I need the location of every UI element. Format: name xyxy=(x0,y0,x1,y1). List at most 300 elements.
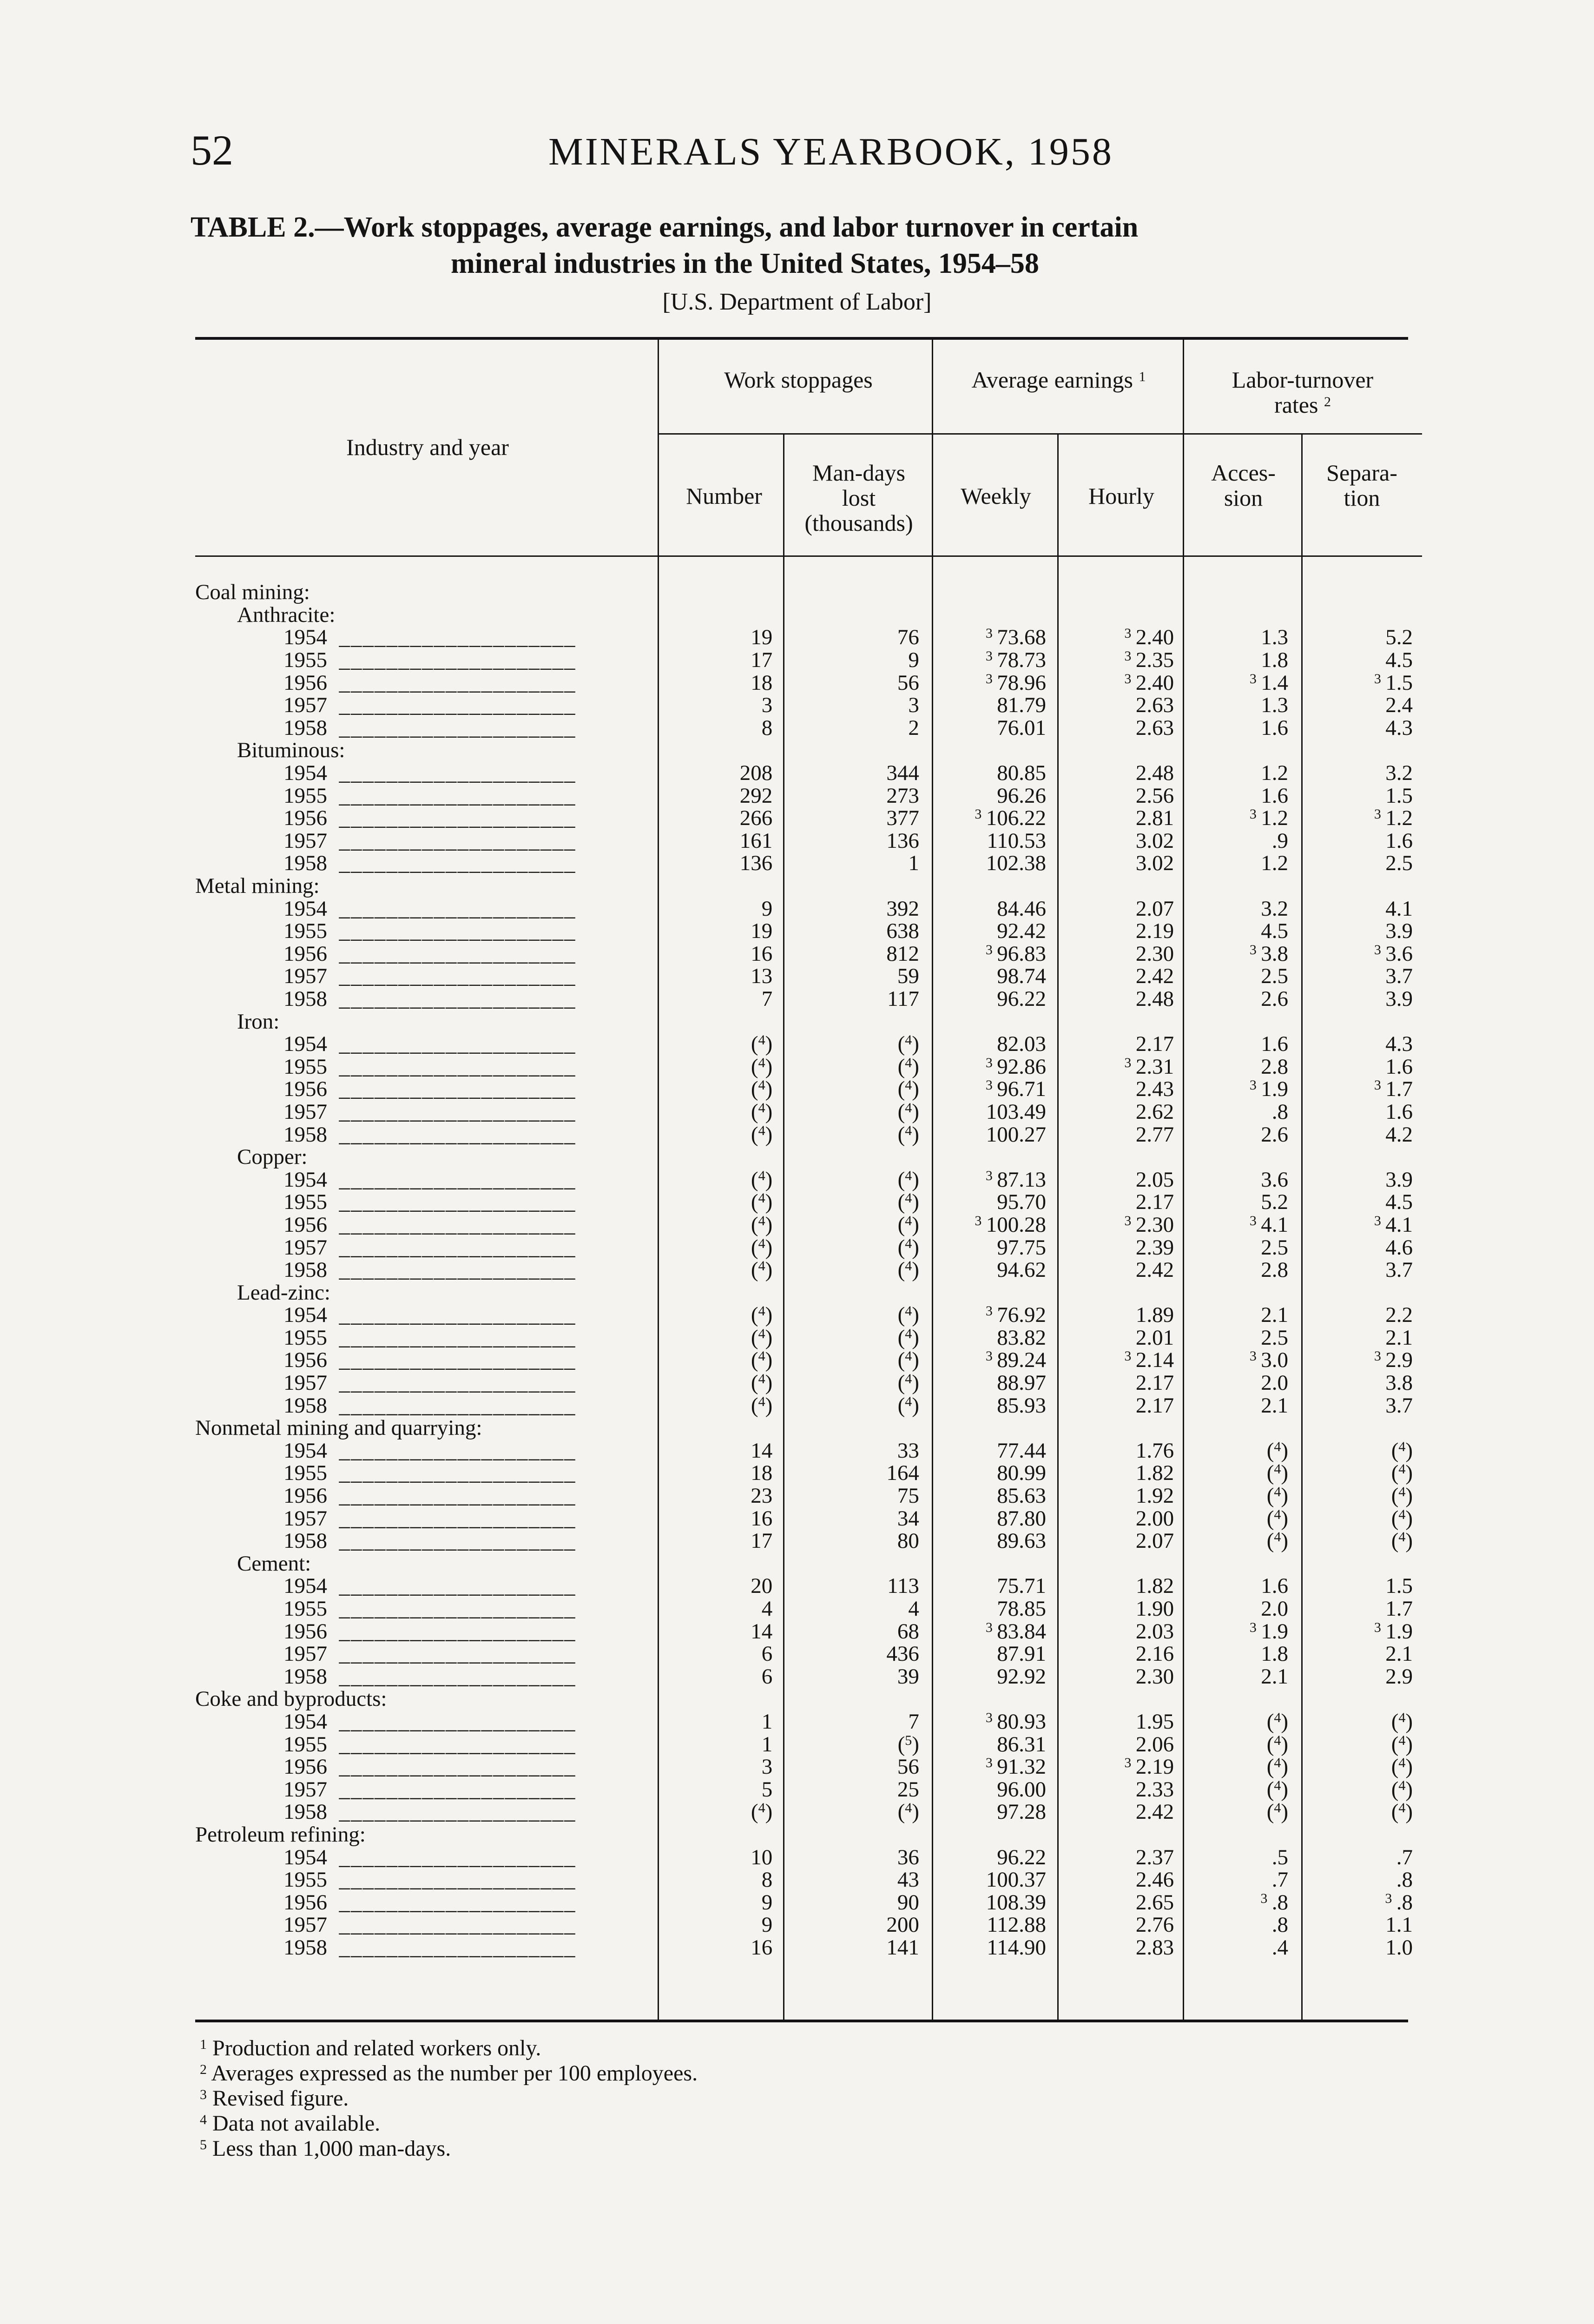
empty-cell xyxy=(778,1688,929,1710)
year-label xyxy=(195,1214,656,1236)
accession-cell xyxy=(1182,626,1302,649)
hourly-cell xyxy=(1055,1575,1182,1598)
number-cell: ($^4$) xyxy=(751,1371,773,1395)
year-label xyxy=(195,1507,656,1530)
footnote-ref: 4 xyxy=(1398,1710,1406,1725)
cell-value: 4.5 xyxy=(1385,1190,1413,1215)
empty-cell xyxy=(1302,739,1422,762)
footnote-ref: 3 xyxy=(1124,1755,1132,1771)
year-text: 1954 xyxy=(283,761,327,786)
number-cell xyxy=(656,965,778,988)
weekly-cell xyxy=(929,1101,1055,1123)
number-cell xyxy=(656,649,778,672)
leader-dots: ____________________ xyxy=(327,1325,576,1350)
cell-value: 6 xyxy=(761,1642,773,1666)
separation-cell xyxy=(1302,649,1422,672)
year-text: 1956 xyxy=(283,1619,327,1644)
weekly-cell xyxy=(929,1530,1055,1552)
year-text: 1954 xyxy=(283,1845,327,1869)
accession-cell xyxy=(1182,1936,1302,1959)
empty-cell xyxy=(1182,739,1302,762)
weekly-cell xyxy=(929,1349,1055,1372)
header-bottom-rule xyxy=(195,555,1422,557)
cell-value: 2.40 xyxy=(1135,625,1174,650)
cell-value: 92.86 xyxy=(997,1054,1046,1079)
accession-cell: ($^4$) xyxy=(1266,1732,1289,1756)
year-text: 1954 xyxy=(283,1709,327,1734)
man-days-cell xyxy=(778,988,929,1010)
hourly-cell xyxy=(1055,1643,1182,1665)
header-weekly: Weekly xyxy=(961,483,1031,509)
group-row xyxy=(195,1281,1422,1304)
man-days-cell: ($^4$) xyxy=(897,1235,919,1260)
year-label xyxy=(195,943,656,965)
cell-value: 392 xyxy=(886,896,919,921)
footnote-ref: 3 xyxy=(1374,806,1381,822)
leader-dots: ____________________ xyxy=(327,1461,576,1486)
empty-cell xyxy=(1055,1823,1182,1846)
year-label xyxy=(195,1710,656,1733)
footnote-ref: 4 xyxy=(905,1326,912,1341)
running-head xyxy=(191,125,1417,177)
year-text: 1954 xyxy=(283,1438,327,1463)
footnote-ref: 4 xyxy=(758,1077,765,1093)
leader-dots: ____________________ xyxy=(327,1890,576,1915)
weekly-cell xyxy=(929,1123,1055,1146)
table-row xyxy=(195,1259,1422,1281)
separation-cell xyxy=(1302,965,1422,988)
cell-value: 43 xyxy=(897,1868,919,1892)
table-row xyxy=(195,1485,1422,1507)
empty-cell xyxy=(778,1281,929,1304)
empty-cell xyxy=(778,581,929,604)
hourly-cell xyxy=(1055,1598,1182,1620)
cell-value: 2.19 xyxy=(1135,1755,1174,1779)
leader-dots: ____________________ xyxy=(327,625,576,650)
man-days-cell xyxy=(778,1778,929,1801)
man-days-cell: ($^4$) xyxy=(897,1054,919,1079)
cell-value: 3 xyxy=(761,1755,773,1779)
accession-cell xyxy=(1182,988,1302,1010)
cell-value: 100.37 xyxy=(986,1868,1046,1892)
cell-value: 9 xyxy=(761,896,773,921)
table-row xyxy=(195,1733,1422,1756)
cell-value: 2.9 xyxy=(1385,1348,1413,1373)
header-number: Number xyxy=(686,483,762,509)
weekly-cell xyxy=(929,1439,1055,1462)
separation-cell xyxy=(1302,1191,1422,1214)
footnote-ref: 4 xyxy=(1274,1800,1281,1816)
weekly-cell xyxy=(929,1372,1055,1394)
cell-value: 3.7 xyxy=(1385,964,1413,989)
empty-cell xyxy=(1055,1688,1182,1710)
number-cell: ($^4$) xyxy=(751,1032,773,1056)
table-row xyxy=(195,1507,1422,1530)
cell-value: 1.6 xyxy=(1385,828,1413,853)
cell-value: 4.5 xyxy=(1261,919,1289,944)
weekly-cell xyxy=(929,1078,1055,1101)
cell-value: 2.1 xyxy=(1385,1642,1413,1666)
weekly-cell xyxy=(929,1710,1055,1733)
weekly-cell xyxy=(929,1304,1055,1327)
group-label-text: Nonmetal mining and quarrying: xyxy=(195,1416,482,1440)
table-row xyxy=(195,1620,1422,1643)
number-cell: ($^4$) xyxy=(751,1303,773,1327)
separation-cell xyxy=(1302,1394,1422,1417)
leader-dots: ____________________ xyxy=(327,1597,576,1621)
group-label-text: Coal mining: xyxy=(195,580,310,605)
cell-value: 2.63 xyxy=(1135,693,1174,718)
cell-value: 3.6 xyxy=(1261,1167,1289,1192)
footnote-ref: 3 xyxy=(1374,1619,1381,1635)
separation-cell xyxy=(1302,943,1422,965)
cell-value: 80.85 xyxy=(997,761,1046,786)
empty-cell xyxy=(778,604,929,627)
hourly-cell xyxy=(1055,1801,1182,1823)
leader-dots: ____________________ xyxy=(327,1235,576,1260)
accession-cell: ($^4$) xyxy=(1266,1777,1289,1802)
table-row xyxy=(195,1891,1422,1914)
year-text: 1955 xyxy=(283,783,327,808)
leader-dots: ____________________ xyxy=(327,964,576,989)
separation-cell: ($^4$) xyxy=(1391,1529,1413,1553)
year-text: 1957 xyxy=(283,1506,327,1531)
cell-value: 2.0 xyxy=(1261,1371,1289,1395)
cell-value: 2.30 xyxy=(1135,1212,1174,1237)
footnote-ref: 5 xyxy=(905,1732,912,1748)
accession-cell xyxy=(1182,694,1302,717)
cell-value: 81.79 xyxy=(997,693,1046,718)
table-row xyxy=(195,830,1422,852)
man-days-cell: ($^4$) xyxy=(897,1393,919,1418)
cell-value: 4.3 xyxy=(1385,1032,1413,1056)
empty-cell xyxy=(929,1281,1055,1304)
table-row xyxy=(195,717,1422,739)
accession-cell xyxy=(1182,1055,1302,1078)
accession-cell xyxy=(1182,1372,1302,1394)
man-days-cell: ($^4$) xyxy=(897,1099,919,1124)
footnote-ref: 3 xyxy=(975,806,982,822)
footnote-ref: 4 xyxy=(758,1303,765,1319)
cell-value: 83.84 xyxy=(997,1619,1046,1644)
number-cell xyxy=(656,1439,778,1462)
man-days-cell xyxy=(778,943,929,965)
footnote-ref: 4 xyxy=(758,1190,765,1206)
cell-value: 2.31 xyxy=(1135,1054,1174,1079)
hourly-cell xyxy=(1055,1259,1182,1281)
footnote-ref: 3 xyxy=(975,1213,982,1228)
cell-value: 1.6 xyxy=(1261,1032,1289,1056)
leader-dots: ____________________ xyxy=(327,1574,576,1598)
year-label xyxy=(195,1891,656,1914)
year-label xyxy=(195,1620,656,1643)
empty-cell xyxy=(929,604,1055,627)
weekly-cell xyxy=(929,1756,1055,1778)
accession-cell xyxy=(1182,1033,1302,1056)
year-text: 1958 xyxy=(283,1664,327,1689)
footnote-ref: 4 xyxy=(758,1371,765,1387)
group-label-text: Coke and byproducts: xyxy=(195,1687,387,1711)
accession-cell xyxy=(1182,1598,1302,1620)
cell-value: 2.62 xyxy=(1135,1099,1174,1124)
weekly-cell xyxy=(929,1191,1055,1214)
footnote-ref: 4 xyxy=(1398,1439,1406,1454)
separation-cell xyxy=(1302,1214,1422,1236)
year-text: 1957 xyxy=(283,1913,327,1937)
separation-cell xyxy=(1302,717,1422,739)
man-days-cell: ($^4$) xyxy=(897,1212,919,1237)
number-cell xyxy=(656,1598,778,1620)
weekly-cell xyxy=(929,626,1055,649)
cell-value: 56 xyxy=(897,1755,919,1779)
cell-value: 164 xyxy=(886,1461,919,1486)
cell-value: 78.85 xyxy=(997,1597,1046,1621)
hourly-cell xyxy=(1055,1123,1182,1146)
empty-cell xyxy=(1055,1146,1182,1169)
weekly-cell xyxy=(929,1168,1055,1191)
header-hourly: Hourly xyxy=(1088,483,1154,509)
separation-cell: ($^4$) xyxy=(1391,1506,1413,1531)
accession-cell xyxy=(1182,1665,1302,1688)
leader-dots: ____________________ xyxy=(327,1755,576,1779)
year-label xyxy=(195,1055,656,1078)
cell-value: 92.92 xyxy=(997,1664,1046,1689)
empty-cell xyxy=(929,739,1055,762)
year-text: 1955 xyxy=(283,1461,327,1486)
year-label xyxy=(195,1033,656,1056)
accession-cell xyxy=(1182,1891,1302,1914)
accession-cell xyxy=(1182,1349,1302,1372)
year-label xyxy=(195,1914,656,1936)
hourly-cell xyxy=(1055,717,1182,739)
cell-value: 2.06 xyxy=(1135,1732,1174,1756)
hourly-cell xyxy=(1055,1372,1182,1394)
year-label xyxy=(195,897,656,920)
weekly-cell xyxy=(929,807,1055,830)
cell-value: 2.19 xyxy=(1135,919,1174,944)
year-label xyxy=(195,1168,656,1191)
year-label xyxy=(195,1575,656,1598)
table-row xyxy=(195,1936,1422,1959)
header-industry-and-year: Industry and year xyxy=(346,434,509,460)
year-text: 1956 xyxy=(283,806,327,831)
cell-value: 19 xyxy=(751,919,773,944)
cell-value: 103.49 xyxy=(986,1099,1046,1124)
leader-dots: ____________________ xyxy=(327,648,576,673)
accession-cell xyxy=(1182,671,1302,694)
header-labor-turnover xyxy=(1184,367,1421,417)
accession-cell xyxy=(1182,1078,1302,1101)
number-cell: ($^4$) xyxy=(751,1393,773,1418)
leader-dots: ____________________ xyxy=(327,806,576,831)
cell-value: 2.17 xyxy=(1135,1371,1174,1395)
footnote-ref: 3 xyxy=(985,1348,993,1364)
cell-value: 86.31 xyxy=(997,1732,1046,1756)
year-text: 1957 xyxy=(283,1371,327,1395)
cell-value: .9 xyxy=(1271,828,1289,853)
cell-value: 1.3 xyxy=(1261,625,1289,650)
number-cell xyxy=(656,830,778,852)
year-label xyxy=(195,1078,656,1101)
man-days-cell: ($^4$) xyxy=(897,1032,919,1056)
cell-value: 3.9 xyxy=(1385,919,1413,944)
weekly-cell xyxy=(929,1643,1055,1665)
table-row xyxy=(195,1168,1422,1191)
cell-value: 85.93 xyxy=(997,1393,1046,1418)
hourly-cell xyxy=(1055,1078,1182,1101)
group-row xyxy=(195,604,1422,627)
cell-value: 1.6 xyxy=(1261,1574,1289,1598)
cell-value: 638 xyxy=(886,919,919,944)
cell-value: 4.1 xyxy=(1261,1212,1289,1237)
empty-cell xyxy=(1302,1146,1422,1169)
weekly-cell xyxy=(929,1394,1055,1417)
separation-cell xyxy=(1302,1936,1422,1959)
footnotes xyxy=(200,2036,1408,2161)
leader-dots: ____________________ xyxy=(327,1913,576,1937)
cell-value: 2.81 xyxy=(1135,806,1174,831)
cell-value: 1.7 xyxy=(1385,1597,1413,1621)
year-text: 1955 xyxy=(283,1732,327,1756)
cell-value: 10 xyxy=(751,1845,773,1869)
footnote-ref: 4 xyxy=(758,1800,765,1816)
group-label xyxy=(195,739,656,762)
man-days-cell xyxy=(778,1620,929,1643)
footnote-text: Averages expressed as the number per 100 employees. xyxy=(207,2061,698,2086)
cell-value: 1.76 xyxy=(1135,1438,1174,1463)
cell-value: 96.83 xyxy=(997,941,1046,966)
cell-value: 2.07 xyxy=(1135,896,1174,921)
year-text: 1957 xyxy=(283,1099,327,1124)
empty-cell xyxy=(1182,1010,1302,1033)
year-text: 1958 xyxy=(283,1800,327,1824)
footnote-text: Revised figure. xyxy=(207,2086,349,2111)
separation-cell xyxy=(1302,1078,1422,1101)
cell-value: 100.28 xyxy=(986,1212,1046,1237)
cell-value: 3.9 xyxy=(1385,1167,1413,1192)
cell-value: 2.39 xyxy=(1135,1235,1174,1260)
man-days-cell: ($^4$) xyxy=(897,1258,919,1282)
accession-cell xyxy=(1182,965,1302,988)
cell-value: 3.8 xyxy=(1385,1371,1413,1395)
cell-value: 34 xyxy=(897,1506,919,1531)
empty-cell xyxy=(1055,1417,1182,1439)
cell-value: .7 xyxy=(1271,1868,1289,1892)
footnote-ref: 4 xyxy=(905,1168,912,1183)
separation-cell xyxy=(1302,1168,1422,1191)
empty-cell xyxy=(1182,581,1302,604)
leader-dots: ____________________ xyxy=(327,828,576,853)
cell-value: 56 xyxy=(897,670,919,695)
separation-cell xyxy=(1302,626,1422,649)
year-label xyxy=(195,807,656,830)
cell-value: 9 xyxy=(761,1890,773,1915)
year-text: 1956 xyxy=(283,941,327,966)
leader-dots: ____________________ xyxy=(327,715,576,740)
table-row xyxy=(195,1327,1422,1349)
year-text: 1958 xyxy=(283,1529,327,1553)
weekly-cell xyxy=(929,1507,1055,1530)
footnote-ref: 4 xyxy=(1274,1710,1281,1725)
cell-value: 39 xyxy=(897,1664,919,1689)
man-days-cell xyxy=(778,717,929,739)
header-labor-turnover-line-2: rates xyxy=(1274,392,1318,418)
hourly-cell xyxy=(1055,1733,1182,1756)
cell-value: 92.42 xyxy=(997,919,1046,944)
cell-value: 18 xyxy=(751,670,773,695)
cell-value: 1.4 xyxy=(1261,670,1289,695)
table-row xyxy=(195,1214,1422,1236)
table-title-line-2: mineral industries in the United States, 1954–58 xyxy=(451,248,1039,279)
empty-cell xyxy=(1182,1417,1302,1439)
weekly-cell xyxy=(929,1801,1055,1823)
group-row xyxy=(195,1823,1422,1846)
group-label-text: Bituminous: xyxy=(237,738,345,763)
footnote-ref: 3 xyxy=(985,1055,993,1070)
cell-value: 8 xyxy=(761,715,773,740)
number-cell: ($^4$) xyxy=(751,1054,773,1079)
cell-value: 117 xyxy=(887,986,919,1011)
footnote-ref: 3 xyxy=(1124,1055,1132,1070)
cell-value: 1.90 xyxy=(1135,1597,1174,1621)
footnote xyxy=(200,2086,1408,2111)
footnote-ref: 4 xyxy=(1274,1484,1281,1500)
cell-value: 2.17 xyxy=(1135,1032,1174,1056)
cell-value: 5 xyxy=(761,1777,773,1802)
empty-cell xyxy=(1182,1146,1302,1169)
cell-value: 95.70 xyxy=(997,1190,1046,1215)
table-row xyxy=(195,1078,1422,1101)
leader-dots: ____________________ xyxy=(327,1054,576,1079)
cell-value: 2.83 xyxy=(1135,1935,1174,1960)
footnote-ref: 4 xyxy=(1274,1732,1281,1748)
cell-value: 161 xyxy=(739,828,773,853)
accession-cell xyxy=(1182,1236,1302,1259)
leader-dots: ____________________ xyxy=(327,1709,576,1734)
weekly-cell xyxy=(929,717,1055,739)
table-row xyxy=(195,1846,1422,1868)
header-accession-line-1: Acces- xyxy=(1211,460,1276,486)
man-days-cell xyxy=(778,784,929,807)
cell-value: 4.1 xyxy=(1385,1212,1413,1237)
accession-cell xyxy=(1182,1846,1302,1868)
empty-cell xyxy=(1302,875,1422,898)
man-days-cell: ($^4$) xyxy=(897,1800,919,1824)
cell-value: 200 xyxy=(886,1913,919,1937)
separation-cell xyxy=(1302,1620,1422,1643)
year-label xyxy=(195,626,656,649)
year-text: 1955 xyxy=(283,1868,327,1892)
man-days-cell xyxy=(778,1846,929,1868)
weekly-cell xyxy=(929,1033,1055,1056)
cell-value: 75 xyxy=(897,1484,919,1508)
header-accession-line-2: sion xyxy=(1224,485,1263,511)
cell-value: 3.9 xyxy=(1385,986,1413,1011)
table-row xyxy=(195,1914,1422,1936)
man-days-cell xyxy=(778,1598,929,1620)
cell-value: 85.63 xyxy=(997,1484,1046,1508)
cell-value: 812 xyxy=(886,941,919,966)
year-label xyxy=(195,965,656,988)
year-label xyxy=(195,1304,656,1327)
cell-value: .8 xyxy=(1271,1913,1289,1937)
footnote-ref: 4 xyxy=(758,1100,765,1116)
number-cell: ($^4$) xyxy=(751,1800,773,1824)
leader-dots: ____________________ xyxy=(327,670,576,695)
empty-cell xyxy=(778,875,929,898)
footnote-text: Production and related workers only. xyxy=(207,2036,541,2060)
footnote-ref: 3 xyxy=(985,1710,993,1725)
